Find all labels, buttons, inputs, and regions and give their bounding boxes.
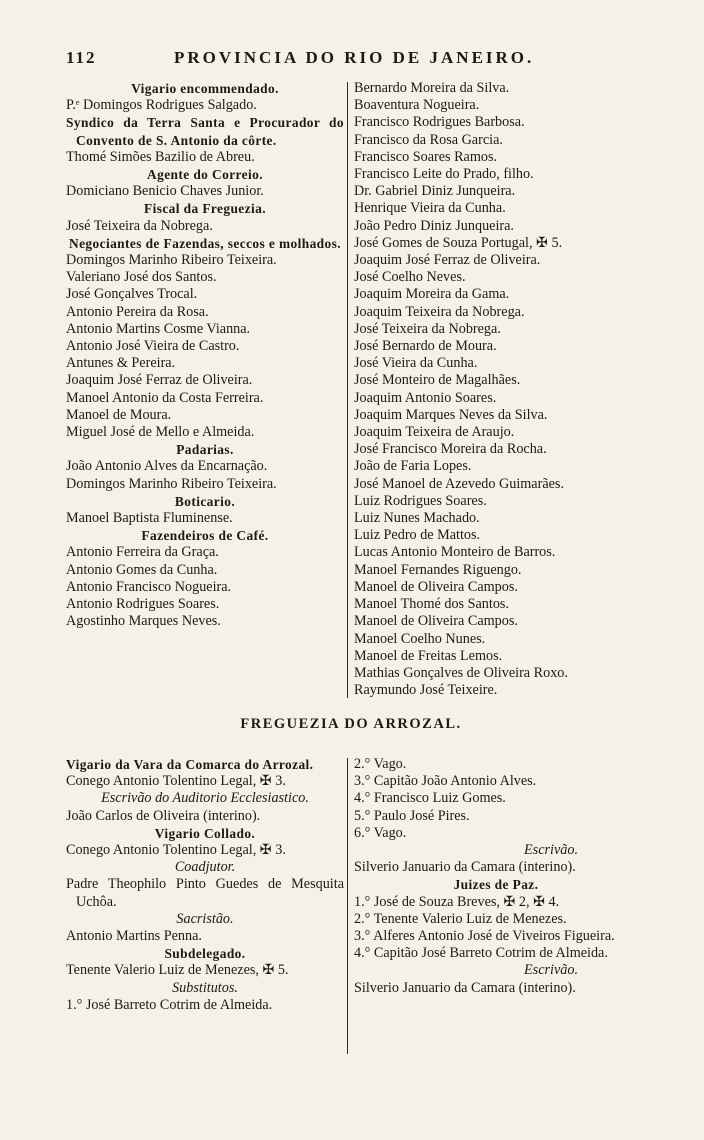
entry-line: Antunes & Pereira.	[66, 355, 176, 372]
entry-line: P.ᵉ Domingos Rodrigues Salgado.	[66, 97, 257, 114]
subheading: Sacristão.	[176, 910, 234, 927]
entry-line: Francisco Rodrigues Barbosa.	[354, 114, 525, 131]
entry-line: Francisco da Rosa Garcia.	[354, 131, 503, 148]
entry-line: José Coelho Neves.	[354, 269, 466, 286]
entry-line: Agostinho Marques Neves.	[66, 613, 221, 630]
page-number: 112	[66, 48, 97, 67]
entry-line: Boaventura Nogueira.	[354, 97, 480, 114]
column-divider-top	[347, 82, 348, 698]
entry-line: Domiciano Benicio Chaves Junior.	[66, 183, 264, 200]
entry-line: Lucas Antonio Monteiro de Barros.	[354, 544, 556, 561]
section-heading: Agente do Correio.	[147, 167, 263, 183]
running-head	[66, 46, 636, 72]
entry-line: José Manoel de Azevedo Guimarães.	[354, 475, 564, 492]
entry-line: Antonio Martins Cosme Vianna.	[66, 320, 251, 337]
page-title: PROVINCIA DO RIO DE JANEIRO.	[174, 48, 535, 67]
entry-line: Joaquim José Ferraz de Oliveira.	[354, 252, 541, 269]
entry-line: Antonio Francisco Nogueira.	[66, 578, 232, 595]
column-divider-bottom	[347, 758, 348, 1054]
subheading: Substitutos.	[172, 979, 238, 996]
entry-line: José Bernardo de Moura.	[354, 338, 497, 355]
entry-line: Manoel Coelho Nunes.	[354, 630, 486, 647]
entry-line: Conego Antonio Tolentino Legal, ✠ 3.	[66, 842, 286, 859]
entry-line: Thomé Simões Bazilio de Abreu.	[66, 148, 255, 165]
entry-line: Conego Antonio Tolentino Legal, ✠ 3.	[66, 773, 286, 790]
entry-line: Luiz Nunes Machado.	[354, 510, 480, 527]
section-heading: Syndico da Terra Santa e Procurador do Convento de S. Antonio da côrte.	[66, 115, 344, 148]
entry-line: Tenente Valerio Luiz de Menezes, ✠ 5.	[66, 962, 289, 979]
entry-line: Raymundo José Teixeire.	[354, 682, 498, 699]
entry-line: José Vieira da Cunha.	[354, 355, 478, 372]
entry-line: Joaquim Marques Neves da Silva.	[354, 406, 548, 423]
entry-line: 5.° Paulo José Pires.	[354, 807, 470, 824]
entry-line: João Pedro Diniz Junqueira.	[354, 217, 514, 234]
section-heading: Vigario Collado.	[154, 825, 256, 841]
right-column-bottom	[354, 756, 638, 997]
entry-line: Silverio Januario da Camara (interino).	[354, 859, 576, 876]
entry-line: Joaquim Teixeira da Nobrega.	[354, 303, 525, 320]
entry-line: José Monteiro de Magalhães.	[354, 372, 521, 389]
entry-line: Antonio José Vieira de Castro.	[66, 338, 240, 355]
section-heading: Subdelegado.	[164, 946, 246, 962]
entry-line: Miguel José de Mello e Almeida.	[66, 424, 255, 441]
entry-line: 3.° Capitão João Antonio Alves.	[354, 773, 537, 790]
entry-line: João Carlos de Oliveira (interino).	[66, 807, 261, 824]
entry-line: 1.° José Barreto Cotrim de Almeida.	[66, 996, 273, 1013]
entry-line: 2.° Vago.	[354, 756, 407, 772]
entry-line: Manoel de Oliveira Campos.	[354, 613, 518, 630]
entry-line: José Gomes de Souza Portugal, ✠ 5.	[354, 234, 563, 251]
entry-line: Antonio Pereira da Rosa.	[66, 303, 209, 320]
entry-line: Luiz Rodrigues Soares.	[354, 492, 487, 509]
entry-line: 2.° Tenente Valerio Luiz de Menezes.	[354, 910, 567, 927]
section-heading: Vigario encommendado.	[131, 81, 279, 96]
entry-line: 4.° Capitão José Barreto Cotrim de Almeida.	[354, 945, 608, 962]
subheading: Escrivão do Auditorio Ecclesiastico.	[101, 790, 309, 807]
entry-line: Manoel Baptista Fluminense.	[66, 510, 233, 527]
entry-line: Domingos Marinho Ribeiro Teixeira.	[66, 475, 277, 492]
entry-line: José Teixeira da Nobrega.	[66, 217, 213, 234]
left-column-top	[66, 80, 344, 631]
entry-line: Francisco Leite do Prado, filho.	[354, 166, 534, 183]
section-heading: Fazendeiros de Café.	[141, 528, 269, 544]
entry-line: Joaquim Antonio Soares.	[354, 389, 497, 406]
entry-line: 1.° José de Souza Breves, ✠ 2, ✠ 4.	[354, 893, 560, 910]
entry-line: Manoel de Freitas Lemos.	[354, 647, 503, 664]
subheading: Escrivão.	[524, 962, 578, 979]
entry-line: Domingos Marinho Ribeiro Teixeira.	[66, 252, 277, 269]
section-heading: Negociantes de Fazendas, seccos e molhados.	[69, 235, 341, 251]
entry-line: Francisco Soares Ramos.	[354, 148, 498, 165]
entry-line: Manoel Thomé dos Santos.	[354, 596, 510, 613]
subheading: Coadjutor.	[174, 859, 236, 876]
section-heading: Juizes de Paz.	[453, 877, 539, 893]
subheading: Escrivão.	[524, 842, 578, 859]
entry-line: Manoel de Moura.	[66, 406, 172, 423]
entry-line: Manoel de Oliveira Campos.	[354, 578, 518, 595]
entry-line: Henrique Vieira da Cunha.	[354, 200, 506, 217]
entry-line: Silverio Januario da Camara (interino).	[354, 979, 576, 996]
entry-line: Antonio Rodrigues Soares.	[66, 596, 220, 613]
entry-line: Antonio Gomes da Cunha.	[66, 561, 218, 578]
entry-line: 3.° Alferes Antonio José de Viveiros Figueira.	[354, 928, 615, 945]
section-heading: Vigario da Vara da Comarca do Arrozal.	[66, 757, 314, 772]
entry-line: José Francisco Moreira da Rocha.	[354, 441, 547, 458]
entry-line: Manoel Fernandes Riguengo.	[354, 561, 522, 578]
entry-line: Joaquim Teixeira de Araujo.	[354, 424, 515, 441]
entry-line: Bernardo Moreira da Silva.	[354, 80, 510, 96]
section-heading: Fiscal da Freguezia.	[144, 201, 266, 217]
section-heading: Boticario.	[174, 493, 236, 509]
entry-line: João de Faria Lopes.	[354, 458, 472, 475]
entry-line: Valeriano José dos Santos.	[66, 269, 217, 286]
entry-line: José Teixeira da Nobrega.	[354, 320, 501, 337]
entry-line: João Antonio Alves da Encarnação.	[66, 458, 268, 475]
section-title: FREGUEZIA DO ARROZAL.	[240, 716, 462, 732]
entry-line: Antonio Martins Penna.	[66, 928, 202, 945]
section-heading: Padarias.	[176, 442, 234, 458]
entry-line: Dr. Gabriel Diniz Junqueira.	[354, 183, 516, 200]
entry-line: 4.° Francisco Luiz Gomes.	[354, 790, 506, 807]
entry-line: Joaquim José Ferraz de Oliveira.	[66, 372, 253, 389]
entry-line: Joaquim Moreira da Gama.	[354, 286, 510, 303]
entry-line: Antonio Ferreira da Graça.	[66, 544, 219, 561]
entry-line: Mathias Gonçalves de Oliveira Roxo.	[354, 664, 568, 681]
entry-line: José Gonçalves Trocal.	[66, 286, 198, 303]
entry-line: 6.° Vago.	[354, 824, 407, 841]
left-column-bottom	[66, 756, 344, 1014]
right-column-top	[354, 80, 638, 699]
entry-line: Padre Theophilo Pinto Guedes de Mesquita Uchôa.	[66, 876, 344, 910]
entry-line: Manoel Antonio da Costa Ferreira.	[66, 389, 264, 406]
entry-line: Luiz Pedro de Mattos.	[354, 527, 481, 544]
